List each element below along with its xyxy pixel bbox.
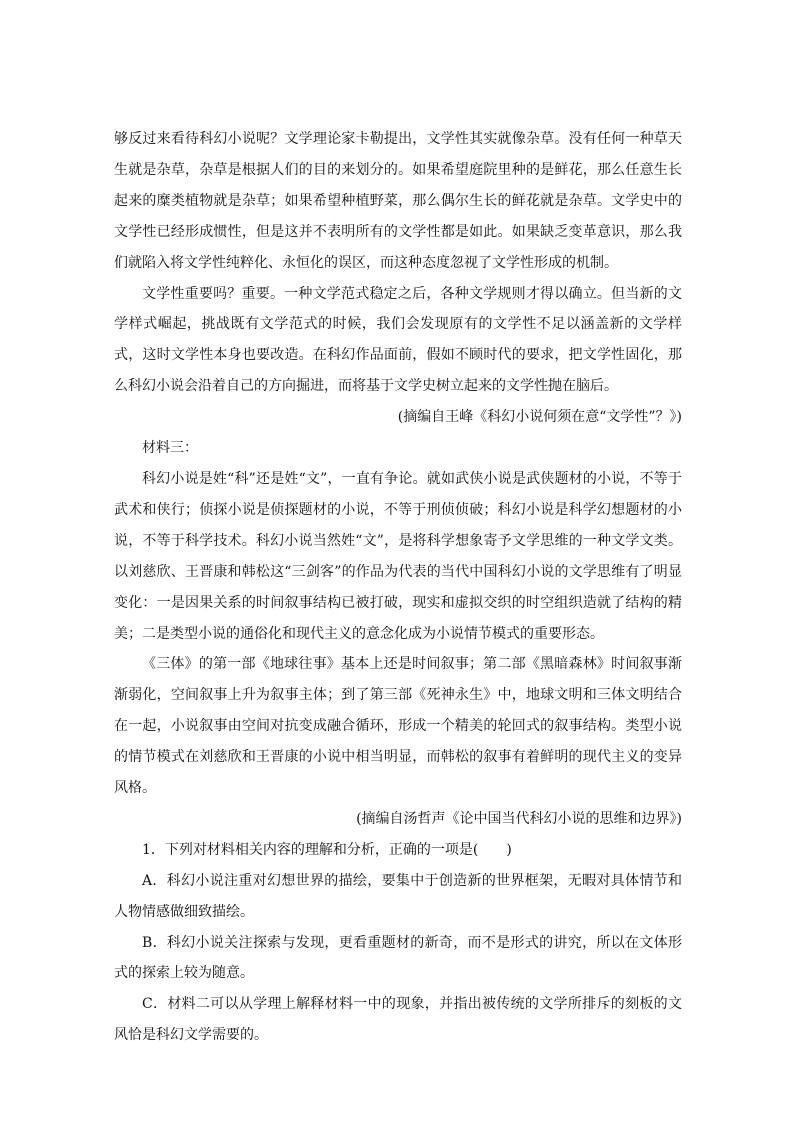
material3-paragraph-2: 《三体》的第一部《地球往事》基本上还是时间叙事；第二部《黑暗森林》时间叙事渐渐弱化，空间叙事上升为叙事主体；到了第三部《死神永生》中，地球文明和三体文明结合在一起，小说叙事由空间对抗变成融合循环，形成一个精美的轮回式的叙事结构。类型小说的情节模式在刘慈欣和王晋康的小说中相当明显，而韩松的叙事有着鲜明的现代主义的变异风格。	[114, 656, 682, 797]
material3-heading: 材料三：	[142, 440, 198, 457]
question-1-stem: 1．下列对材料相关内容的理解和分析，正确的一项是( )	[142, 841, 512, 858]
material3-source: (摘编自汤哲声《论中国当代科幻小说的思维和边界》)	[356, 810, 682, 827]
material2-paragraph-1: 够反过来看待科幻小说呢？文学理论家卡勒提出，文学性其实就像杂草。没有任何一种草天生就是杂草，杂草是根据人们的目的来划分的。如果希望庭院里种的是鲜花，那么任意生长起来的糜类植物就是杂草；如果希望种植野菜，那么偶尔生长的鲜花就是杂草。文学史中的文学性已经形成惯性，但是这并不表明所有的文学性都是如此。如果缺乏变革意识，那么我们就陷入将文学性纯粹化、永恒化的误区，而这种态度忽视了文学性形成的机制。	[114, 131, 682, 271]
question-1-option-a: A．科幻小说注重对幻想世界的描绘，要集中于创造新的世界框架，无暇对具体情节和人物情感做细致描绘。	[114, 872, 682, 920]
document-page	[114, 124, 682, 1051]
question-1-option-b: B．科幻小说关注探索与发现，更看重题材的新奇，而不是形式的讲究，所以在文体形式的探索上较为随意。	[114, 934, 682, 982]
question-1-option-c: C．材料二可以从学理上解释材料一中的现象，并指出被传统的文学所排斥的刻板的文风恰是科幻文学需要的。	[114, 996, 682, 1044]
material2-paragraph-2: 文学性重要吗？重要。一种文学范式稳定之后，各种文学规则才得以确立。但当新的文学样式崛起，挑战既有文学范式的时候，我们会发现原有的文学性不足以涵盖新的文学样式，这时文学性本身也要改造。在科幻作品面前，假如不顾时代的要求，把文学性固化，那么科幻小说会沿着自己的方向掘进，而将基于文学史树立起来的文学性抛在脑后。	[114, 285, 682, 395]
material2-source: (摘编自王峰《科幻小说何须在意“文学性”？》)	[397, 409, 682, 426]
material3-paragraph-1: 科幻小说是姓“科”还是姓“文”，一直有争论。就如武侠小说是武侠题材的小说，不等于武术和侠行；侦探小说是侦探题材的小说，不等于刑侦侦破；科幻小说是科学幻想题材的小说，不等于科学技术。科幻小说当然姓“文”，是将科学想象寄予文学思维的一种文学文类。以刘慈欣、王晋康和韩松这“三剑客”的作品为代表的当代中国科幻小说的文学思维有了明显变化：一是因果关系的时间叙事结构已被打破，现实和虚拟交织的时空组织造就了结构的精美；二是类型小说的通俗化和现代主义的意念化成为小说情节模式的重要形态。	[114, 470, 682, 642]
